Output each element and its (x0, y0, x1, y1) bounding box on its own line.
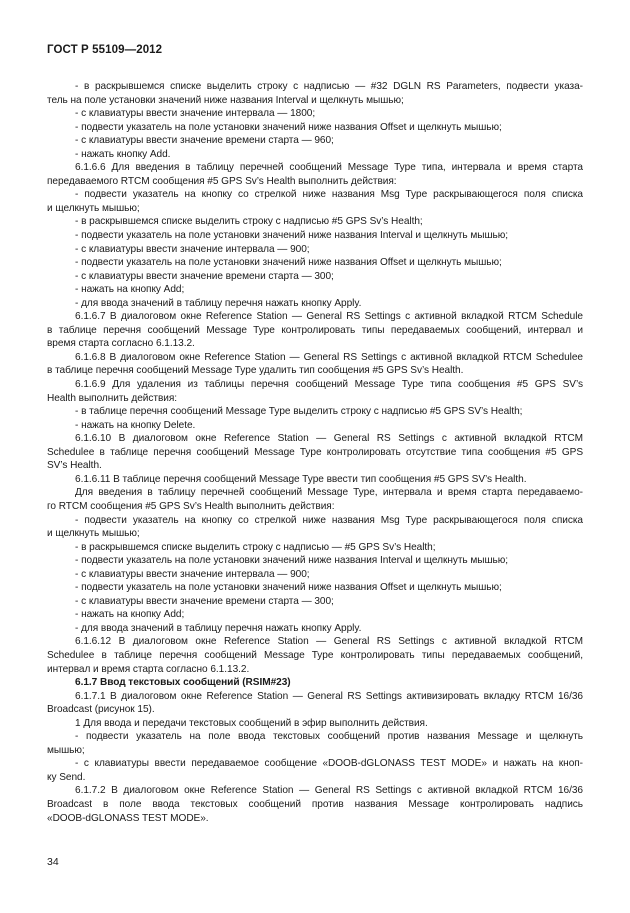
text-line: 6.1.6.6 Для введения в таблицу перечней сообщений Message Type типа, интервала и время старта (75, 162, 583, 174)
text-line: Broadcast в поле ввода текстовых сообщений против названия Message контролировать надпись (47, 798, 583, 810)
text-line: - нажать на кнопку Add; (75, 609, 185, 621)
text-line: - в раскрывшемся списке выделить строку с надписью — #32 DGLN RS Parameters, подвести указа- (75, 81, 583, 92)
text-line: SV’s Health. (47, 460, 102, 472)
text-line: - нажать на кнопку Add; (75, 284, 185, 296)
text-line: 6.1.6.11 В таблице перечня сообщений Message Type ввести тип сообщения #5 GPS SV’s Health. (75, 473, 527, 485)
text-line: - подвести указатель на поле установки значений ниже названия Offset и щелкнуть мышью; (75, 582, 502, 594)
text-line: Для введения в таблицу перечней сообщений Message Type, интервала и время старта передаваемо- (75, 487, 583, 499)
page-body-text (47, 80, 583, 825)
text-line: - с клавиатуры ввести значение времени старта — 300; (75, 270, 334, 282)
text-line: 6.1.7.2 В диалоговом окне Reference Station — General RS Settings с активной вкладкой RTCM 16/36 (75, 785, 583, 797)
text-line: - с клавиатуры ввести значение интервала — 900; (75, 568, 310, 580)
text-line: - подвести указатель на поле установки значений ниже названия Interval и щелкнуть мышью; (75, 230, 509, 242)
text-line: - для ввода значений в таблицу перечня нажать кнопку Apply. (75, 297, 362, 309)
text-line: - нажать кнопку Add. (75, 148, 171, 160)
text-line: - с клавиатуры ввести передаваемое сообщение «DOOB-dGLONASS TEST MODE» и нажать на кноп- (75, 758, 583, 770)
text-line: Broadcast (рисунок 15). (47, 704, 155, 716)
text-line: 1 Для ввода и передачи текстовых сообщений в эфир выполнить действия. (75, 717, 428, 729)
text-line: - подвести указатель на кнопку со стрелкой ниже названия Msg Type раскрывающегося поля списка (75, 514, 583, 526)
text-line: тель на поле установки значений ниже названия Interval и щелкнуть мышью; (47, 94, 404, 106)
text-line: мышью; (47, 744, 85, 756)
text-line: - подвести указатель на поле ввода текстовых сообщений против названия Message и щелкнуть (75, 731, 583, 743)
page-number: 34 (47, 856, 59, 868)
text-line: - с клавиатуры ввести значение интервала — 1800; (75, 108, 316, 120)
text-line: - с клавиатуры ввести значение времени старта — 960; (75, 135, 334, 147)
text-line: в таблице перечня сообщений Message Type контролировать типы передаваемых сообщений, интервал и (47, 324, 583, 336)
text-line: и щелкнуть мышью; (47, 528, 140, 540)
text-line: Schedulee в таблице перечня сообщений Message Type контролировать отсутствие типа сообщения #5 GPS (47, 446, 583, 458)
text-line: и щелкнуть мышью; (47, 202, 140, 214)
text-line: 6.1.6.12 В диалоговом окне Reference Station — General RS Settings с активной вкладкой RTCM (75, 636, 583, 648)
text-line: Health выполнить действия: (47, 392, 178, 404)
text-line: 6.1.6.10 В диалоговом окне Reference Station — General RS Settings с активной вкладкой RTCM (75, 433, 583, 445)
text-line: - в таблице перечня сообщений Message Type выделить строку с надписью #5 GPS SV’s Health; (75, 406, 523, 418)
text-line: ку Send. (47, 771, 86, 783)
text-line: Schedulee в таблице перечня сообщений Message Type контролировать типы передаваемых сообщений, (47, 649, 583, 661)
text-line: го RTCM сообщения #5 GPS Sv’s Health выполнить действия: (47, 500, 335, 512)
text-line: - с клавиатуры ввести значение интервала — 900; (75, 243, 310, 255)
text-line: - подвести указатель на кнопку со стрелкой ниже названия Msg Type раскрывающегося поля списка (75, 189, 583, 201)
text-line: 6.1.6.8 В диалоговом окне Reference Station — General RS Settings с активной вкладкой RTCM Schedulee (75, 351, 583, 363)
document-code-header: ГОСТ Р 55109—2012 (47, 44, 163, 56)
text-line: - в раскрывшемся списке выделить строку с надписью — #5 GPS Sv’s Health; (75, 541, 436, 553)
text-line: - подвести указатель на поле установки значений ниже названия Offset и щелкнуть мышью; (75, 257, 502, 269)
text-line: - в раскрывшемся списке выделить строку с надписью #5 GPS Sv’s Health; (75, 216, 423, 228)
text-line: - нажать на кнопку Delete. (75, 419, 196, 431)
text-line: - для ввода значений в таблицу перечня нажать кнопку Apply. (75, 622, 362, 634)
text-line: - подвести указатель на поле установки значений ниже названия Offset и щелкнуть мышью; (75, 121, 502, 133)
text-line: - подвести указатель на поле установки значений ниже названия Interval и щелкнуть мышью; (75, 555, 509, 567)
text-line: «DOOB-dGLONASS TEST MODE». (47, 812, 209, 824)
text-line: передаваемого RTCM сообщения #5 GPS Sv’s Health выполнить действия: (47, 175, 397, 187)
text-line: интервал и время старта согласно 6.1.13.2. (47, 663, 250, 675)
text-line: время старта согласно 6.1.13.2. (47, 338, 195, 350)
text-line: 6.1.6.7 В диалоговом окне Reference Station — General RS Settings с активной вкладкой RTCM Schedule (75, 311, 583, 323)
text-line: 6.1.7.1 В диалоговом окне Reference Station — General RS Settings активизировать вкладку RTCM 16/36 (75, 690, 583, 702)
section-heading: 6.1.7 Ввод текстовых сообщений (RSIM#23) (75, 677, 291, 689)
text-line: 6.1.6.9 Для удаления из таблицы перечня сообщений Message Type типа сообщения #5 GPS SV’s (75, 379, 583, 391)
text-line: - с клавиатуры ввести значение времени старта — 300; (75, 595, 334, 607)
text-line: в таблице перечня сообщений Message Type удалить тип сообщения #5 GPS Sv’s Health. (47, 365, 464, 377)
